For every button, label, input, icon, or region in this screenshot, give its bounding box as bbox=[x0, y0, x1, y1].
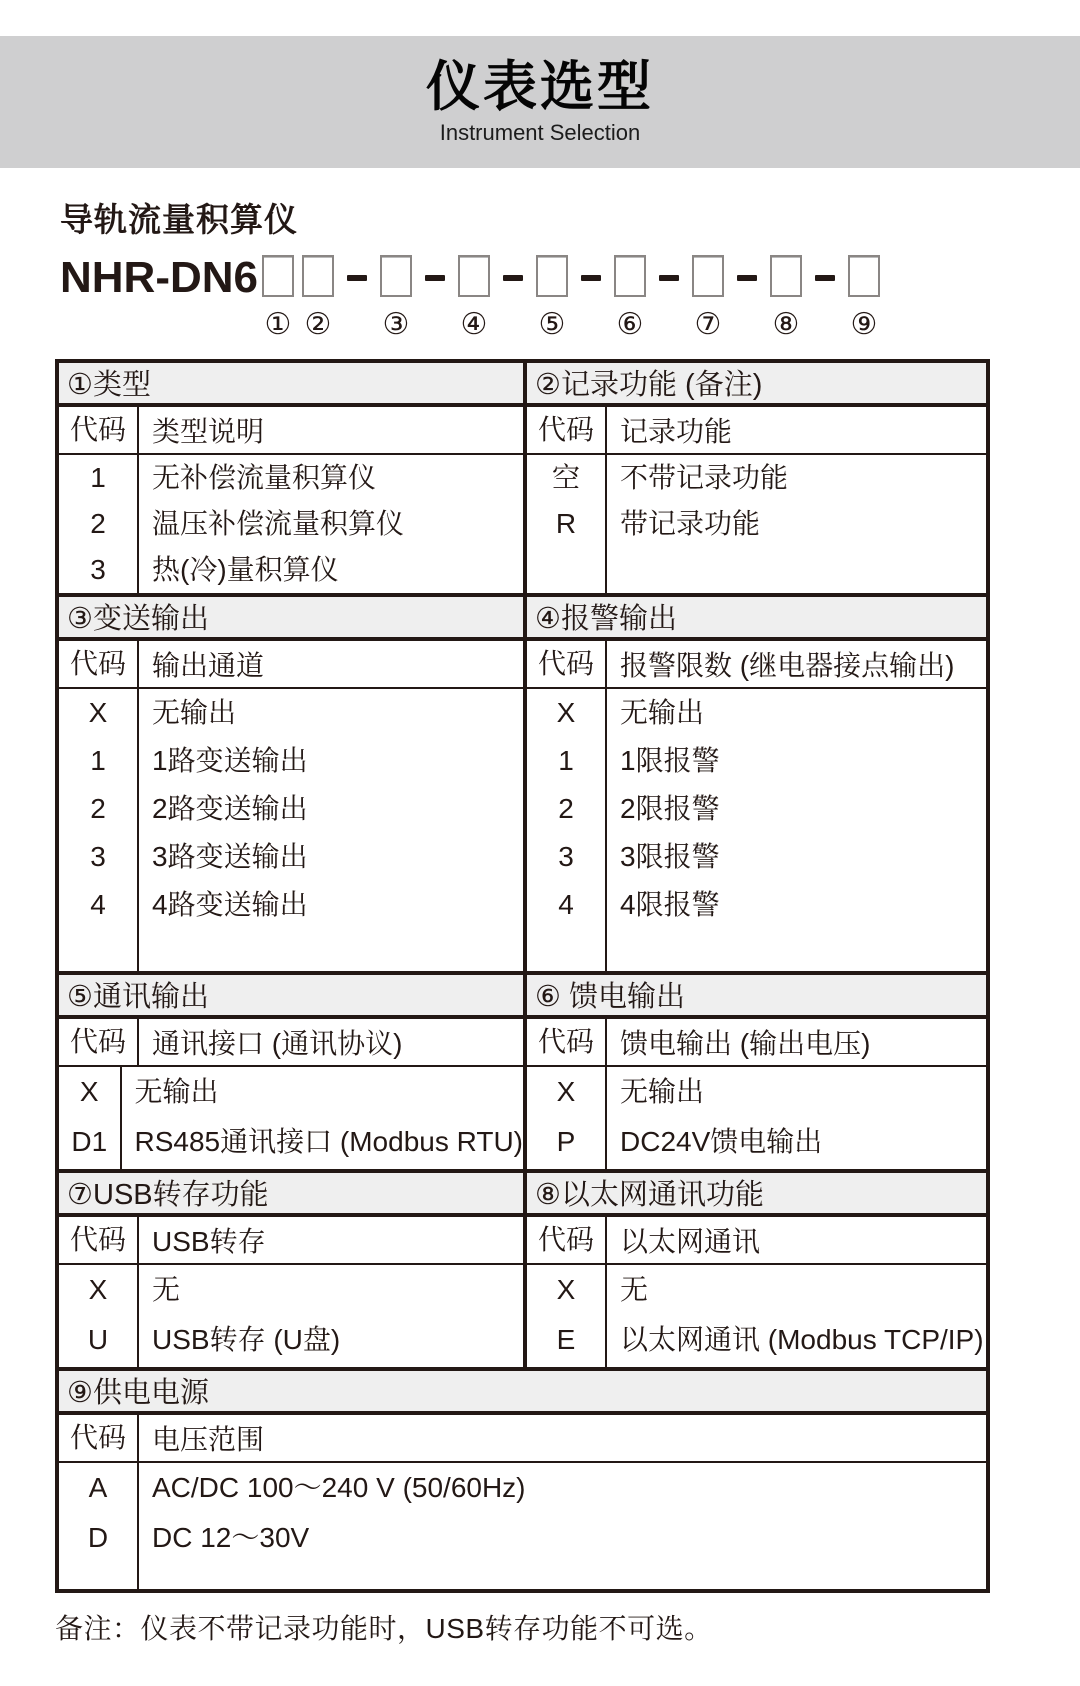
code-box bbox=[692, 255, 724, 297]
option-code: X bbox=[556, 697, 576, 728]
section-title: ⑥ 馈电输出 bbox=[527, 975, 986, 1019]
code-box bbox=[848, 255, 880, 297]
section-title: ①类型 bbox=[59, 363, 523, 407]
dash-separator bbox=[659, 275, 679, 281]
option-label: RS485通讯接口 (Modbus RTU) bbox=[134, 1126, 523, 1157]
options-block bbox=[59, 1265, 523, 1367]
subheader-row bbox=[59, 1019, 523, 1067]
option-label: 温压补偿流量积算仪 bbox=[152, 508, 405, 539]
model-segment-9 bbox=[848, 255, 880, 341]
section-alarm-output bbox=[527, 597, 986, 971]
code-header-cell: 代码 bbox=[527, 1019, 607, 1065]
subheader-row bbox=[59, 1217, 523, 1265]
code-box bbox=[380, 255, 412, 297]
code-header-cell: 代码 bbox=[59, 1217, 139, 1263]
page-subtitle: Instrument Selection bbox=[439, 119, 641, 145]
section-title: ⑨供电电源 bbox=[59, 1371, 986, 1415]
option-label: DC24V馈电输出 bbox=[620, 1126, 823, 1157]
code-box bbox=[614, 255, 646, 297]
option-label: 无输出 bbox=[620, 1076, 705, 1107]
model-segment-7 bbox=[692, 255, 724, 341]
option-code: 2 bbox=[90, 508, 106, 539]
circled-number: ⑧ bbox=[772, 308, 800, 341]
option-label: 以太网通讯 (Modbus TCP/IP) bbox=[620, 1324, 984, 1355]
model-segment-5 bbox=[536, 255, 568, 341]
option-code: X bbox=[88, 697, 108, 728]
code-header-cell: 代码 bbox=[527, 407, 607, 453]
subheader-row bbox=[527, 1019, 986, 1067]
option-code: D1 bbox=[71, 1126, 108, 1157]
subheader-row bbox=[59, 407, 523, 455]
section-comm-output bbox=[59, 975, 527, 1169]
option-code: 3 bbox=[558, 841, 574, 872]
model-segment-1 bbox=[262, 255, 294, 341]
option-label: 3限报警 bbox=[620, 841, 720, 872]
code-header-cell: 代码 bbox=[59, 407, 139, 453]
circled-number: ① bbox=[264, 308, 292, 341]
column-header-cell: 通讯接口 (通讯协议) bbox=[152, 1028, 403, 1059]
footer-note: 备注：仪表不带记录功能时，USB转存功能不可选。 bbox=[55, 1613, 713, 1644]
circled-number: ⑥ bbox=[616, 308, 644, 341]
title-banner bbox=[0, 36, 1080, 168]
option-code: A bbox=[88, 1472, 108, 1503]
option-code: 空 bbox=[551, 462, 580, 493]
option-label: 不带记录功能 bbox=[620, 462, 789, 493]
option-label: AC/DC 100～240 V (50/60Hz) bbox=[152, 1472, 526, 1503]
code-header-cell: 代码 bbox=[527, 641, 607, 687]
section-usb-transfer bbox=[59, 1173, 527, 1367]
section-title: ④报警输出 bbox=[527, 597, 986, 641]
dash-separator bbox=[503, 275, 523, 281]
selection-table bbox=[55, 359, 990, 1593]
option-code: X bbox=[556, 1274, 576, 1305]
option-label: 1路变送输出 bbox=[152, 745, 308, 776]
option-code: 3 bbox=[90, 841, 106, 872]
options-block bbox=[59, 689, 523, 971]
option-label: 2限报警 bbox=[620, 793, 720, 824]
section-transmit-alarm bbox=[59, 593, 986, 971]
model-segment-3 bbox=[380, 255, 412, 341]
option-label: 无 bbox=[620, 1274, 649, 1305]
option-label: DC 12～30V bbox=[152, 1522, 310, 1553]
option-label: 无补偿流量积算仪 bbox=[152, 462, 377, 493]
section-type bbox=[59, 363, 527, 593]
column-header-cell: 电压范围 bbox=[152, 1424, 265, 1455]
model-segment-8 bbox=[770, 255, 802, 341]
code-header-cell: 代码 bbox=[59, 1019, 139, 1065]
option-code: 4 bbox=[90, 889, 106, 920]
options-block bbox=[59, 455, 523, 593]
option-code: D bbox=[87, 1522, 109, 1553]
section-record bbox=[527, 363, 986, 593]
model-segment-2 bbox=[302, 255, 334, 341]
dash-separator bbox=[425, 275, 445, 281]
option-label: 无输出 bbox=[134, 1076, 219, 1107]
code-box bbox=[262, 255, 294, 297]
option-label: 4限报警 bbox=[620, 889, 720, 920]
option-code: X bbox=[556, 1076, 576, 1107]
model-prefix: NHR-DN6 bbox=[60, 253, 258, 302]
section-title: ③变送输出 bbox=[59, 597, 523, 641]
code-box bbox=[770, 255, 802, 297]
section-power-supply bbox=[59, 1371, 986, 1589]
model-segment-6 bbox=[614, 255, 646, 341]
option-label: 1限报警 bbox=[620, 745, 720, 776]
product-name: 导轨流量积算仪 bbox=[60, 201, 298, 238]
option-label: 带记录功能 bbox=[620, 508, 761, 539]
option-code: U bbox=[87, 1324, 109, 1355]
section-feed-output bbox=[527, 975, 986, 1169]
option-code: 4 bbox=[558, 889, 574, 920]
product-block bbox=[60, 194, 1080, 341]
subheader-row bbox=[527, 1217, 986, 1265]
circled-number: ② bbox=[304, 308, 332, 341]
column-header-cell: 报警限数 (继电器接点输出) bbox=[620, 650, 955, 681]
option-label: 无 bbox=[152, 1274, 181, 1305]
code-header-cell: 代码 bbox=[59, 641, 139, 687]
subheader-row bbox=[527, 407, 986, 455]
options-block bbox=[527, 1067, 986, 1169]
option-code: 2 bbox=[558, 793, 574, 824]
code-box bbox=[458, 255, 490, 297]
circled-number: ⑤ bbox=[538, 308, 566, 341]
circled-number: ⑦ bbox=[694, 308, 722, 341]
option-label: USB转存 (U盘) bbox=[152, 1324, 341, 1355]
section-title: ②记录功能 (备注) bbox=[527, 363, 986, 407]
options-block bbox=[59, 1067, 523, 1169]
section-transmit-output bbox=[59, 597, 527, 971]
option-label: 无输出 bbox=[152, 697, 237, 728]
option-code: 2 bbox=[90, 793, 106, 824]
column-header-cell: 记录功能 bbox=[620, 416, 733, 447]
subheader-row bbox=[59, 641, 523, 689]
option-code: 1 bbox=[90, 745, 106, 776]
option-code: X bbox=[79, 1076, 99, 1107]
circled-number: ③ bbox=[382, 308, 410, 341]
column-header-cell: 馈电输出 (输出电压) bbox=[620, 1028, 871, 1059]
circled-number: ⑨ bbox=[850, 308, 878, 341]
subheader-row bbox=[59, 1415, 986, 1463]
subheader-row bbox=[527, 641, 986, 689]
model-segment-4 bbox=[458, 255, 490, 341]
options-block bbox=[59, 1463, 986, 1589]
option-code: 3 bbox=[90, 554, 106, 585]
section-power-row bbox=[59, 1367, 986, 1589]
option-label: 2路变送输出 bbox=[152, 793, 308, 824]
code-header-cell: 代码 bbox=[527, 1217, 607, 1263]
option-label: 3路变送输出 bbox=[152, 841, 308, 872]
option-label: 无输出 bbox=[620, 697, 705, 728]
column-header-cell: USB转存 bbox=[152, 1226, 266, 1257]
code-box bbox=[302, 255, 334, 297]
option-code: E bbox=[556, 1324, 576, 1355]
section-comm-feed bbox=[59, 971, 986, 1169]
dash-separator bbox=[737, 275, 757, 281]
column-header-cell: 类型说明 bbox=[152, 416, 265, 447]
option-code: 1 bbox=[558, 745, 574, 776]
option-code: X bbox=[88, 1274, 108, 1305]
dash-separator bbox=[581, 275, 601, 281]
column-header-cell: 以太网通讯 bbox=[620, 1226, 761, 1257]
options-block bbox=[527, 455, 986, 593]
dash-separator bbox=[347, 275, 367, 281]
section-usb-ethernet bbox=[59, 1169, 986, 1367]
page-title: 仪表选型 bbox=[426, 57, 654, 118]
section-ethernet-comm bbox=[527, 1173, 986, 1367]
section-title: ⑤通讯输出 bbox=[59, 975, 523, 1019]
code-box bbox=[536, 255, 568, 297]
option-code: P bbox=[556, 1126, 576, 1157]
dash-separator bbox=[815, 275, 835, 281]
section-title: ⑦USB转存功能 bbox=[59, 1173, 523, 1217]
column-header-cell: 输出通道 bbox=[152, 650, 265, 681]
section-type-record bbox=[59, 363, 986, 593]
model-code-row bbox=[60, 255, 1080, 341]
option-code: 1 bbox=[90, 462, 106, 493]
options-block bbox=[527, 689, 986, 971]
option-code: R bbox=[555, 508, 577, 539]
option-label: 4路变送输出 bbox=[152, 889, 308, 920]
options-block bbox=[527, 1265, 986, 1367]
code-header-cell: 代码 bbox=[59, 1415, 139, 1461]
circled-number: ④ bbox=[460, 308, 488, 341]
option-label: 热(冷)量积算仪 bbox=[152, 554, 339, 585]
section-title: ⑧以太网通讯功能 bbox=[527, 1173, 986, 1217]
